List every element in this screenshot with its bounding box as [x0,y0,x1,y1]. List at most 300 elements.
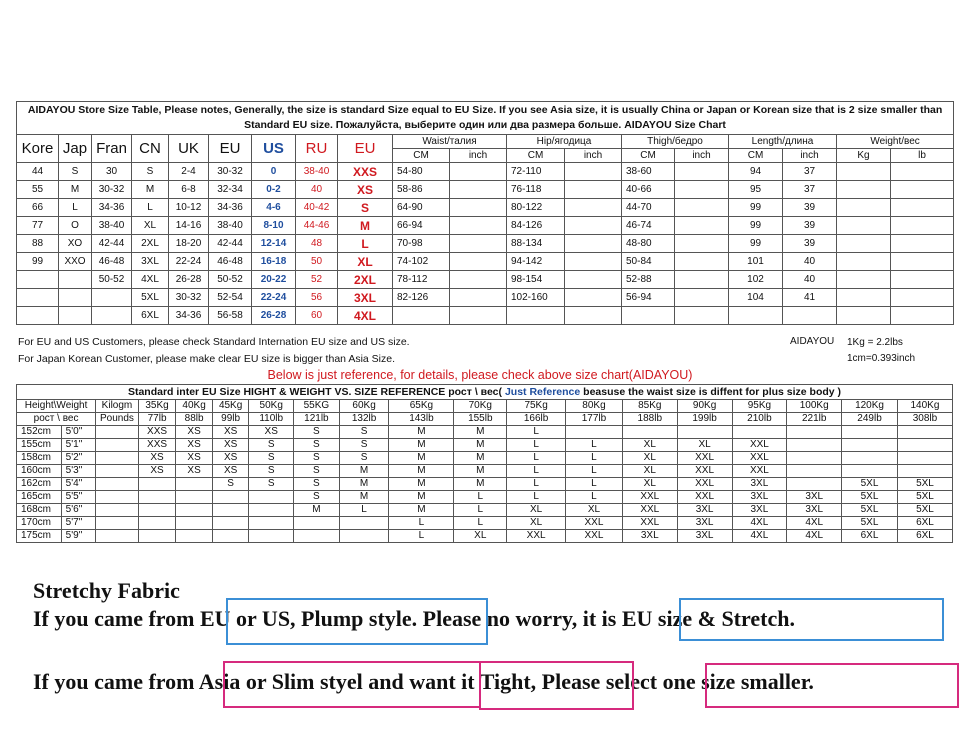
height-ft-cell: 5'3" [61,465,96,478]
size-reference-cell: L [389,517,454,530]
size-cell [675,163,729,181]
size-cell: 44-46 [296,217,338,235]
size-cell [17,271,59,289]
size-reference-cell: XS [249,426,294,439]
size-cell: 66-94 [393,217,450,235]
weight-kg-cell: 95Kg [732,400,787,413]
size-cell: 46-74 [622,217,675,235]
size-reference-cell: XL [622,478,677,491]
size-cell: 10-12 [169,199,209,217]
size-reference-cell [787,426,842,439]
size-reference-cell [842,426,898,439]
size-reference-cell: 6XL [897,530,952,543]
weight-kg-cell: 90Kg [677,400,732,413]
size-cell: 99 [729,217,783,235]
height-row [17,491,953,504]
size-cell: 18-20 [169,235,209,253]
size-cell: O [59,217,92,235]
size-cell [450,199,507,217]
weight-kg-cell: 85Kg [622,400,677,413]
size-cell [837,217,891,235]
size-cell: XL [338,253,393,271]
size-reference-cell: S [249,452,294,465]
unit-header: inch [675,149,729,163]
size-reference-cell: XXL [507,530,566,543]
note-eu-us: For EU and US Customers, please check Standard Internation EU size and US size. [18,336,410,348]
weight-lb-cell: 143lb [389,413,454,426]
size-cell: 38-40 [296,163,338,181]
height-row [17,478,953,491]
size-header: CN [132,135,169,163]
size-cell: 95 [729,181,783,199]
size-reference-cell [212,530,249,543]
height-ft-cell: 5'6" [61,504,96,517]
size-cell: 99 [729,199,783,217]
size-row [17,163,954,181]
size-reference-cell: XS [212,439,249,452]
size-reference-cell: S [339,452,389,465]
size-cell: 50-52 [209,271,252,289]
size-cell [59,307,92,325]
weight-lb-cell: 88lb [176,413,213,426]
size-cell [565,307,622,325]
measure-header: Weight/вес [837,135,954,149]
size-cell: 30-32 [92,181,132,199]
size-reference-cell: M [294,504,340,517]
size-cell [891,235,954,253]
size-reference-cell: L [566,439,623,452]
size-reference-cell: 5XL [842,517,898,530]
size-reference-cell: M [454,452,507,465]
size-cell: 5XL [132,289,169,307]
height-ft-cell: 5'1" [61,439,96,452]
size-reference-cell: XL [622,439,677,452]
size-cell [891,199,954,217]
size-cell [565,235,622,253]
size-cell: 26-28 [252,307,296,325]
size-cell [891,253,954,271]
size-cell: 34-36 [209,199,252,217]
size-row [17,289,954,307]
size-cell: 22-24 [169,253,209,271]
size-row [17,199,954,217]
size-cell: 2XL [132,235,169,253]
measure-header: Length/длина [729,135,837,149]
size-reference-cell: L [507,465,566,478]
size-reference-cell: M [389,491,454,504]
size-chart-table [16,101,954,325]
size-cell: 72-110 [507,163,565,181]
size-cell: 4XL [338,307,393,325]
size-reference-cell: XXL [622,517,677,530]
size-cell: 76-118 [507,181,565,199]
size-cell: 98-154 [507,271,565,289]
size-cell [450,181,507,199]
size-cell: 82-126 [393,289,450,307]
height-ft-cell: 5'4" [61,478,96,491]
note-japan-korean: For Japan Korean Customer, please make clear EU size is bigger than Asia Size. [18,353,396,365]
size-cell: 102 [729,271,783,289]
size-reference-cell: XS [212,452,249,465]
height-row [17,465,953,478]
size-reference-cell [787,439,842,452]
size-reference-cell: S [249,478,294,491]
unit-header: CM [393,149,450,163]
size-reference-cell: XXL [732,439,787,452]
size-reference-cell [138,530,176,543]
size-reference-cell: L [566,491,623,504]
height-weight-table [16,384,953,543]
size-reference-cell: XL [677,439,732,452]
size-reference-cell [842,439,898,452]
size-reference-cell: L [389,530,454,543]
size-cell [891,181,954,199]
size-reference-cell [339,530,389,543]
size-reference-cell [96,491,139,504]
size-cell: S [59,163,92,181]
size-cell: 56-94 [622,289,675,307]
size-cell: 39 [783,217,837,235]
weight-lb-cell: 155lb [454,413,507,426]
size-reference-cell: XL [454,530,507,543]
size-cell: 77 [17,217,59,235]
size-cell: 70-98 [393,235,450,253]
size-cell [507,307,565,325]
size-cell: 6XL [132,307,169,325]
size-cell: 3XL [132,253,169,271]
size-reference-cell [294,517,340,530]
size-cell [837,307,891,325]
size-reference-cell [96,439,139,452]
size-cell: 34-36 [92,199,132,217]
size-reference-cell: S [294,439,340,452]
size-reference-cell: L [454,491,507,504]
height-row [17,504,953,517]
size-cell: 66 [17,199,59,217]
size-cell: 30-32 [169,289,209,307]
size-header: Fran [92,135,132,163]
size-cell: 40-66 [622,181,675,199]
size-reference-cell: XS [176,465,213,478]
cm-conversion: 1cm=0.393inch [847,353,916,364]
size-reference-cell: XXS [138,426,176,439]
weight-kg-cell: Kilogm [96,400,139,413]
measure-header: Thigh/бедро [622,135,729,149]
size-cell: 60 [296,307,338,325]
size-reference-cell: XXL [566,517,623,530]
size-cell: 42-44 [209,235,252,253]
size-reference-cell: 3XL [787,491,842,504]
size-cell [565,271,622,289]
size-cell: L [132,199,169,217]
size-reference-cell [249,517,294,530]
size-cell: 16-18 [252,253,296,271]
size-cell [59,289,92,307]
size-reference-cell [138,504,176,517]
measure-header: Waist/талия [393,135,507,149]
size-cell [450,307,507,325]
size-cell: M [132,181,169,199]
size-reference-cell: 5XL [897,504,952,517]
size-cell: 41 [783,289,837,307]
height-ft-cell: 5'0'' [61,426,96,439]
size-reference-cell: M [389,478,454,491]
size-reference-cell: XXL [677,465,732,478]
size-reference-cell: M [389,426,454,439]
size-cell: 40 [783,253,837,271]
size-cell [837,181,891,199]
size-reference-cell: S [294,478,340,491]
height-row [17,530,953,543]
size-reference-cell [249,530,294,543]
size-reference-cell [96,465,139,478]
size-reference-cell: L [507,478,566,491]
size-cell: 46-48 [209,253,252,271]
height-row [17,517,953,530]
size-cell [565,199,622,217]
size-header: EU [209,135,252,163]
size-reference-cell [622,426,677,439]
size-cell: 38-60 [622,163,675,181]
size-cell: 12-14 [252,235,296,253]
weight-lb-cell: 221lb [787,413,842,426]
size-cell [891,271,954,289]
size-reference-cell: XXL [566,530,623,543]
weight-kg-cell: 100Kg [787,400,842,413]
size-reference-cell [96,517,139,530]
size-cell: 32-34 [209,181,252,199]
size-cell [450,217,507,235]
size-reference-cell [176,517,213,530]
size-reference-cell: M [454,439,507,452]
weight-lb-cell: 210lb [732,413,787,426]
size-reference-cell [96,504,139,517]
size-cell: 88-134 [507,235,565,253]
size-reference-cell: XS [176,439,213,452]
size-cell: 40 [783,271,837,289]
size-reference-cell: 4XL [787,530,842,543]
size-reference-cell: M [339,465,389,478]
weight-kg-cell: 40Kg [176,400,213,413]
size-cell: 4XL [132,271,169,289]
size-cell: 101 [729,253,783,271]
size-cell [59,271,92,289]
size-reference-cell [566,426,623,439]
size-reference-cell: M [389,465,454,478]
highlight-box-tight [479,661,634,710]
size-cell: 34-36 [169,307,209,325]
size-cell: 88 [17,235,59,253]
size-reference-cell [212,517,249,530]
size-cell [450,289,507,307]
size-reference-cell: XXL [677,478,732,491]
size-cell [565,253,622,271]
size-reference-cell [294,530,340,543]
size-cell: 84-126 [507,217,565,235]
size-cell [891,307,954,325]
size-cell: 3XL [338,289,393,307]
size-reference-cell [339,517,389,530]
weight-kg-cell: 45Kg [212,400,249,413]
size-reference-cell: XS [176,452,213,465]
size-reference-cell: M [389,452,454,465]
size-cell [92,289,132,307]
hw-table-title: Standard inter EU Size HIGHT & WEIGHT VS. SIZE REFERENCE рост \ вес( Just Reference beasuse the waist size is diffent for plus size body ) [17,385,953,400]
size-reference-cell: S [339,439,389,452]
size-cell [891,163,954,181]
size-reference-cell [897,452,952,465]
size-reference-cell: XS [212,426,249,439]
size-reference-cell [787,452,842,465]
weight-lb-cell: 132lb [339,413,389,426]
size-reference-cell: M [389,439,454,452]
size-cell: XO [59,235,92,253]
size-reference-cell: 4XL [732,530,787,543]
size-cell: 39 [783,235,837,253]
size-reference-cell: XXL [622,491,677,504]
size-reference-cell: 3XL [677,517,732,530]
size-reference-cell: XXL [677,452,732,465]
size-cell [837,163,891,181]
height-ft-cell: 5'2" [61,452,96,465]
size-cell: M [59,181,92,199]
weight-lb-cell: 99lb [212,413,249,426]
height-row [17,439,953,452]
size-cell [675,307,729,325]
size-reference-cell: L [339,504,389,517]
size-cell [837,271,891,289]
reference-note: Below is just reference, for details, please check above size chart(AIDAYOU) [267,368,693,382]
unit-header: CM [729,149,783,163]
size-reference-cell [96,452,139,465]
size-reference-cell [897,465,952,478]
height-cm-cell: 155cm [17,439,62,452]
size-reference-cell: 6XL [897,517,952,530]
size-header: RU [296,135,338,163]
size-cell: 50-84 [622,253,675,271]
size-cell: 48 [296,235,338,253]
size-cell: 52-54 [209,289,252,307]
size-reference-cell: L [454,504,507,517]
weight-kg-cell: 60Kg [339,400,389,413]
size-cell: 44 [17,163,59,181]
size-reference-cell: L [566,452,623,465]
highlight-box-smaller [705,663,959,708]
size-cell [891,289,954,307]
weight-kg-cell: 120Kg [842,400,898,413]
size-reference-cell: S [339,426,389,439]
size-row [17,307,954,325]
highlight-box-eu-size [679,598,944,641]
size-cell: 46-48 [92,253,132,271]
size-reference-cell: 4XL [732,517,787,530]
size-cell: 0-2 [252,181,296,199]
size-cell [565,217,622,235]
size-cell: XL [132,217,169,235]
weight-lb-cell: 110lb [249,413,294,426]
size-cell [565,181,622,199]
size-reference-cell: M [389,504,454,517]
highlight-box-eu-us [226,598,488,645]
size-reference-cell: S [294,491,340,504]
size-cell [450,271,507,289]
weight-kg-cell: Height\Weight [17,400,96,413]
size-reference-cell [138,491,176,504]
size-reference-cell [249,491,294,504]
highlight-box-asia-slim [223,661,481,708]
size-reference-cell: 3XL [622,530,677,543]
size-cell: 58-86 [393,181,450,199]
size-reference-cell: 5XL [842,491,898,504]
size-reference-cell [787,478,842,491]
stretchy-fabric-heading: Stretchy Fabric [33,578,180,603]
size-cell: 39 [783,199,837,217]
size-cell: 38-40 [209,217,252,235]
size-header: US [252,135,296,163]
size-reference-cell: XL [507,517,566,530]
height-ft-cell: 5'7" [61,517,96,530]
size-cell: 20-22 [252,271,296,289]
size-reference-cell [96,478,139,491]
weight-lb-cell: 249lb [842,413,898,426]
size-row [17,271,954,289]
size-cell: 56 [296,289,338,307]
size-reference-cell: XS [138,465,176,478]
size-reference-cell: XXL [732,465,787,478]
size-reference-cell [677,426,732,439]
weight-kg-cell: 50Kg [249,400,294,413]
size-reference-cell [176,530,213,543]
size-reference-cell: 3XL [732,491,787,504]
size-header: EU [338,135,393,163]
size-row [17,181,954,199]
size-reference-cell: M [339,491,389,504]
height-row [17,426,953,439]
size-reference-cell: XL [622,452,677,465]
size-cell: 2XL [338,271,393,289]
size-cell: 56-58 [209,307,252,325]
height-cm-cell: 175cm [17,530,62,543]
weight-kg-cell: 65Kg [389,400,454,413]
size-cell: 94 [729,163,783,181]
size-cell [783,307,837,325]
size-reference-cell: L [566,478,623,491]
eu-us-advice: If you came from EU or US, Plump style. Please no worry, it is EU size & Stretch. [33,606,795,631]
size-reference-cell [176,491,213,504]
size-cell [837,289,891,307]
size-reference-cell [96,426,139,439]
size-reference-cell: 4XL [787,517,842,530]
size-cell [17,289,59,307]
size-cell: 102-160 [507,289,565,307]
weight-kg-cell: 140Kg [897,400,952,413]
unit-header: inch [565,149,622,163]
size-cell: 52 [296,271,338,289]
size-reference-cell: 3XL [787,504,842,517]
weight-kg-cell: 55KG [294,400,340,413]
size-reference-cell: S [249,439,294,452]
size-cell: 104 [729,289,783,307]
weight-lb-cell: 121lb [294,413,340,426]
size-cell [675,217,729,235]
weight-lb-cell: 199lb [677,413,732,426]
height-row [17,452,953,465]
weight-kg-cell: 80Kg [566,400,623,413]
size-reference-cell: L [507,439,566,452]
size-cell: 55 [17,181,59,199]
size-cell: 78-112 [393,271,450,289]
size-cell [729,307,783,325]
